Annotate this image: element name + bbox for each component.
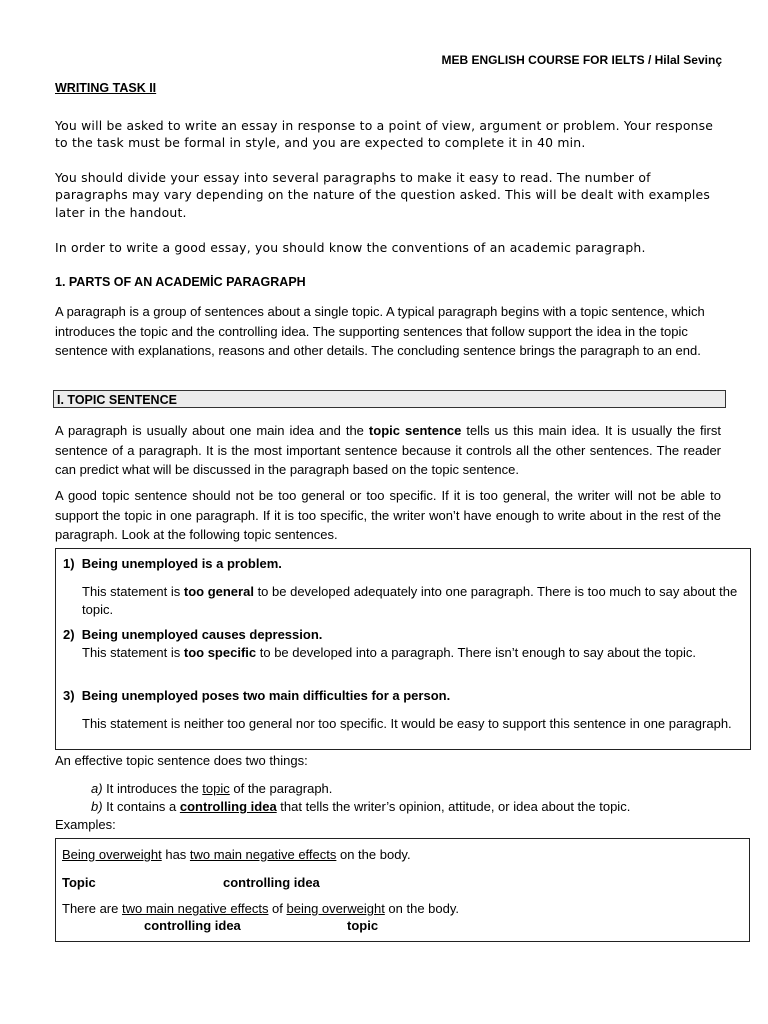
topic-controlling-idea-box xyxy=(55,838,750,942)
label-controlling-idea-2: controlling idea xyxy=(144,918,241,933)
topic-paragraph-2: A good topic sentence should not be too general or too specific. If it is too general, the writer will not be able to support the topic in one paragraph. If it is too specific, the writer won’t have enough to write about in the rest of the paragraph. Look at the following topic sentences. xyxy=(55,488,721,542)
controlling-idea-term: controlling idea xyxy=(179,799,277,814)
label-topic-2: topic xyxy=(347,918,379,933)
example-item-2-heading: 2) Being unemployed causes depression. xyxy=(63,627,323,642)
course-name: MEB ENGLISH COURSE FOR IELTS xyxy=(441,53,645,67)
section-paragraph: A paragraph is a group of sentences about a single topic. A typical paragraph begins with a topic sentence, which introduces the topic and the controlling idea. The supporting sentences that follow support the idea in the topic sentence with explanations, reasons and other details. The concluding sentence brings the paragraph to an end. xyxy=(55,304,705,358)
topic-sentence-heading: I. TOPIC SENTENCE xyxy=(53,390,726,408)
example-item-1-heading: 1) Being unemployed is a problem. xyxy=(63,556,282,571)
topic-sentence-term: topic sentence xyxy=(368,423,462,438)
label-topic-1: Topic xyxy=(62,875,96,890)
examples-label: Examples: xyxy=(55,817,116,832)
topic-sentence-examples-box xyxy=(55,548,751,750)
effective-point-a: a) It introduces the topic of the paragraph. xyxy=(91,781,333,796)
example-sentence-1: Being overweight has two main negative effects on the body. xyxy=(62,847,411,862)
topic-term: topic xyxy=(202,781,230,796)
intro-paragraph-3: In order to write a good essay, you should know the conventions of an academic paragraph. xyxy=(55,240,646,255)
example-item-3-body: This statement is neither too general nor too specific. It would be easy to support this sentence in one paragraph. xyxy=(82,716,732,731)
task-title: WRITING TASK II xyxy=(55,81,157,95)
effective-point-b: b) It contains a controlling idea that tells the writer’s opinion, attitude, or idea about the topic. xyxy=(91,799,631,814)
label-controlling-idea-1: controlling idea xyxy=(223,875,320,890)
topic-paragraph-1: A paragraph is usually about one main idea and the topic sentence tells us this main idea. It is usually the first sentence of a paragraph. It is the most important sentence because it controls all the other sentences. The reader can predict what will be discussed in the paragraph based on the topic sentence. xyxy=(55,423,722,477)
effective-intro: An effective topic sentence does two things: xyxy=(55,753,308,768)
example-item-2-body: This statement is too specific to be developed into a paragraph. There isn’t enough to say about the topic. xyxy=(82,645,697,660)
author-name: Hilal Sevinç xyxy=(654,53,722,67)
page-header: MEB ENGLISH COURSE FOR IELTS / Hilal Sevinç xyxy=(441,53,722,67)
section-title: 1. PARTS OF AN ACADEMİC PARAGRAPH xyxy=(55,275,306,289)
example-item-3-heading: 3) Being unemployed poses two main difficulties for a person. xyxy=(63,688,451,703)
intro-paragraph-2: You should divide your essay into several paragraphs to make it easy to read. The number of paragraphs may vary depending on the nature of the question asked. This will be dealt with examples later in the handout. xyxy=(55,170,711,220)
example-item-1-body: This statement is too general to be developed adequately into one paragraph. There is too much to say about the topic. xyxy=(82,584,738,617)
intro-paragraph-1: You will be asked to write an essay in response to a point of view, argument or problem. Your response to the task must be formal in style, and you are expected to complete it in 40 min. xyxy=(55,118,714,151)
example-sentence-2: There are two main negative effects of being overweight on the body. xyxy=(62,901,460,916)
